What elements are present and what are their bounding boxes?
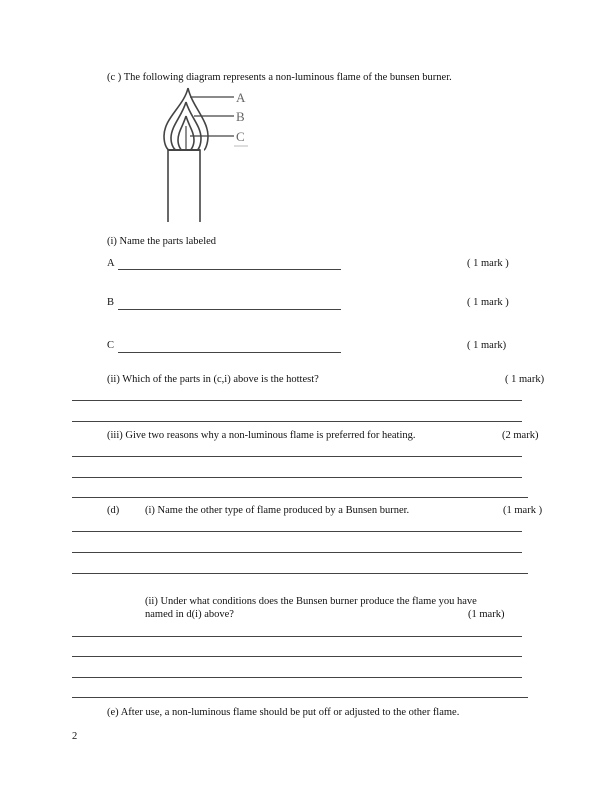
part-c-mark: ( 1 mark) bbox=[467, 340, 507, 351]
d-part-ii-prompt-line2: named in d(i) above? bbox=[145, 609, 234, 620]
part-b-label: B bbox=[107, 297, 115, 308]
question-e-text: (e) After use, a non-luminous flame should be put off or adjusted to the other flame. bbox=[107, 707, 460, 718]
label-b: B bbox=[236, 109, 245, 124]
answer-line[interactable] bbox=[72, 636, 522, 637]
part-iii-prompt: (iii) Give two reasons why a non-luminous flame is preferred for heating. bbox=[107, 430, 416, 441]
d-part-i-mark: (1 mark ) bbox=[503, 505, 543, 516]
answer-line[interactable] bbox=[72, 456, 522, 457]
page-number: 2 bbox=[72, 731, 78, 742]
answer-line-b[interactable] bbox=[118, 309, 341, 310]
part-ii-prompt: (ii) Which of the parts in (c,i) above is the hottest? bbox=[107, 374, 319, 385]
d-part-ii-mark: (1 mark) bbox=[468, 609, 505, 620]
answer-line[interactable] bbox=[72, 497, 528, 498]
answer-line[interactable] bbox=[72, 421, 522, 422]
answer-line[interactable] bbox=[72, 573, 528, 574]
answer-line[interactable] bbox=[72, 531, 522, 532]
part-a-label: A bbox=[107, 258, 115, 269]
part-c-label: C bbox=[107, 340, 115, 351]
answer-line[interactable] bbox=[72, 477, 522, 478]
burner-tube bbox=[168, 150, 200, 222]
answer-line-a[interactable] bbox=[118, 269, 341, 270]
d-part-i-prompt: (i) Name the other type of flame produced by a Bunsen burner. bbox=[145, 505, 410, 516]
part-ii-mark: ( 1 mark) bbox=[505, 374, 545, 385]
answer-line[interactable] bbox=[72, 656, 522, 657]
d-part-ii-prompt-line1: (ii) Under what conditions does the Bunsen burner produce the flame you have bbox=[145, 596, 477, 607]
answer-line[interactable] bbox=[72, 677, 522, 678]
part-i-prompt: (i) Name the parts labeled bbox=[107, 236, 217, 247]
part-b-mark: ( 1 mark ) bbox=[467, 297, 509, 308]
label-c: C bbox=[236, 129, 245, 144]
answer-line[interactable] bbox=[72, 697, 528, 698]
question-c-intro: (c ) The following diagram represents a non-luminous flame of the bunsen burner. bbox=[107, 72, 452, 83]
bunsen-flame-diagram bbox=[150, 84, 260, 226]
part-a-mark: ( 1 mark ) bbox=[467, 258, 509, 269]
label-a: A bbox=[236, 90, 246, 105]
question-d-label: (d) bbox=[107, 505, 120, 516]
part-iii-mark: (2 mark) bbox=[502, 430, 539, 441]
answer-line[interactable] bbox=[72, 552, 522, 553]
answer-line[interactable] bbox=[72, 400, 522, 401]
answer-line-c[interactable] bbox=[118, 352, 341, 353]
